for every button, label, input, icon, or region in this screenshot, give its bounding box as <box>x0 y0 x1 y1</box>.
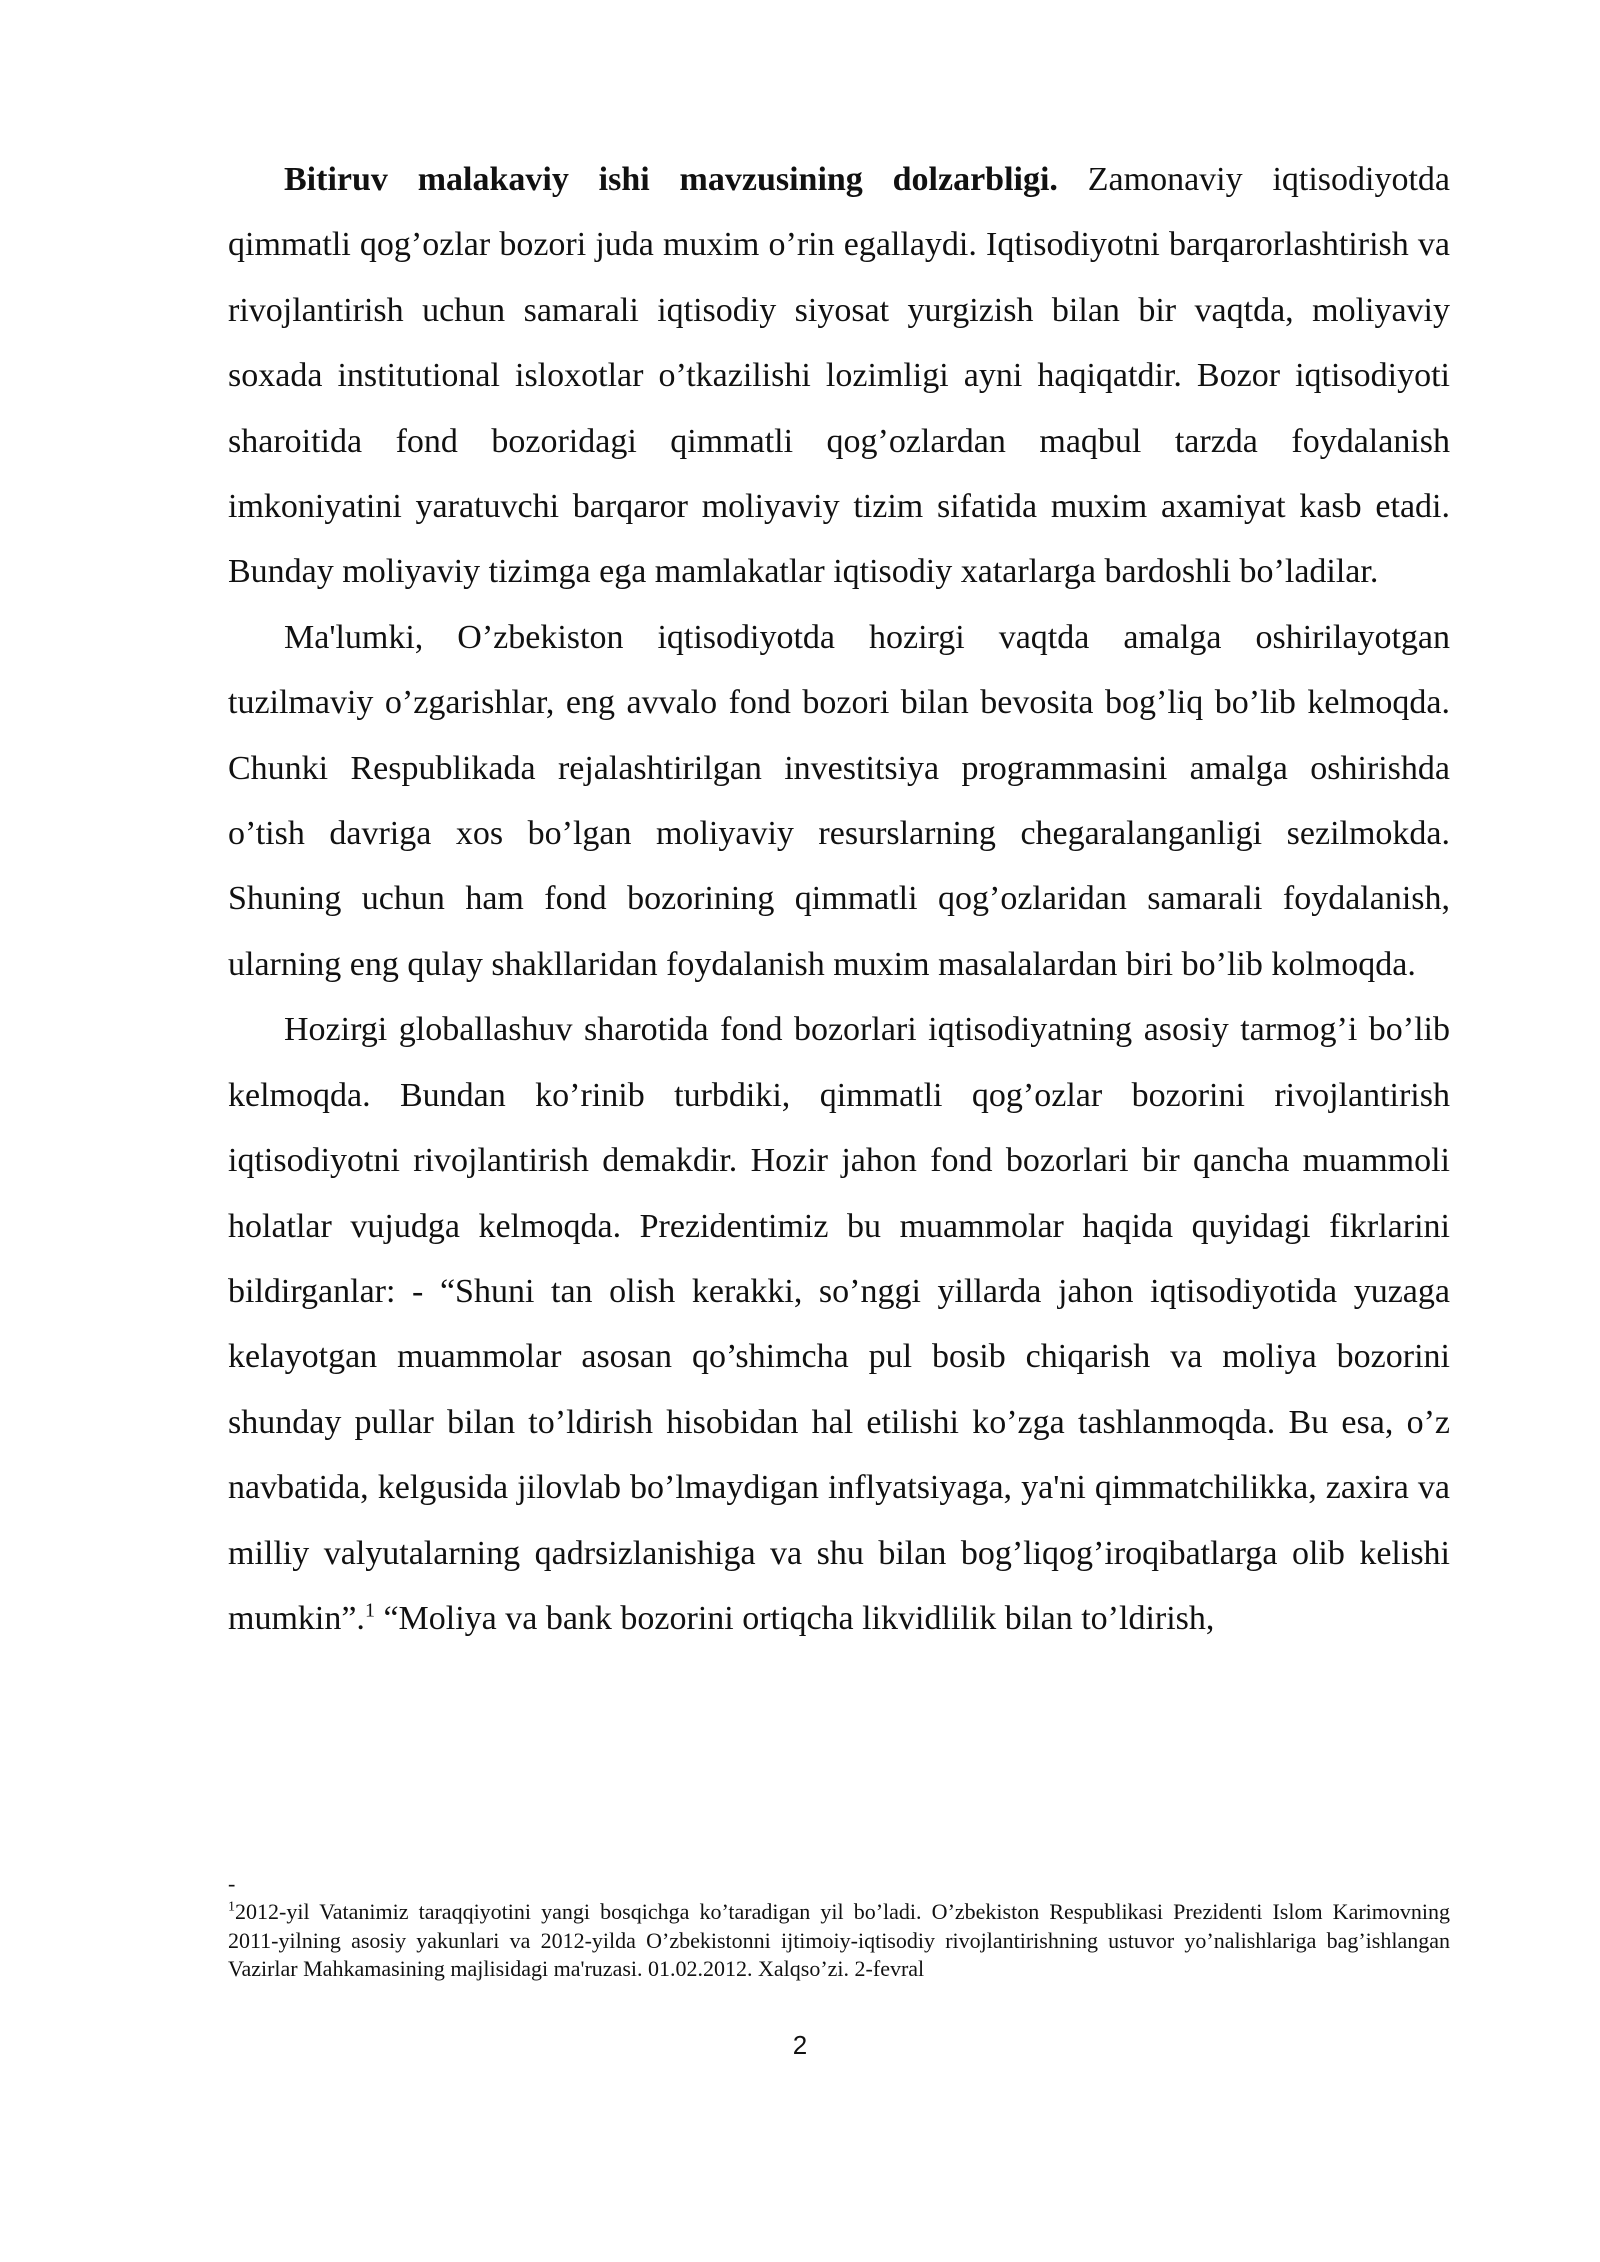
footnote-marker: 1 <box>228 1899 235 1915</box>
paragraph-text: Zamonaviy iqtisodiyotda qimmatli qog’ozlar bozori juda muxim o’rin egallaydi. Iqtisodiyotni barqarorlashtirish va rivojlantirish uchun samarali iqtisodiy siyosat yurgizish bilan bir vaqtda, moliyaviy soxada institutional isloxotlar o’tkazilishi lozimligi ayni haqiqatdir. Bozor iqtisodiyoti sharoitida fond bozoridagi qimmatli qog’ozlardan maqbul tarzda foydalanish imkoniyatini yaratuvchi barqaror moliyaviy tizim sifatida muxim axamiyat kasb etadi. Bunday moliyaviy tizimga ega mamlakatlar iqtisodiy xatarlarga bardoshli bo’ladilar. <box>228 161 1450 591</box>
footnote-area <box>228 1872 1450 1984</box>
paragraph-uzbekistan-economy <box>228 605 1450 997</box>
footnote-separator: - <box>228 1871 236 1896</box>
paragraph-continuation: “Moliya va bank bozorini ortiqcha likvidlilik bilan to’ldirish, <box>374 1599 1215 1637</box>
footnote-text: 2012-yil Vatanimiz taraqqiyotini yangi bosqichga ko’taradigan yil bo’ladi. O’zbekiston Respublikasi Prezidenti Islom Karimovning 2011-yilning asosiy yakunlari va 2012-yilda O’zbekistonni ijtimoiy-iqtisodiy rivojlantirishning ustuvor yo’nalishlariga bag’ishlangan Vazirlar Mahkamasining majlisidagi ma'ruzasi. 01.02.2012. Xalqso’zi. 2-fevral <box>228 1899 1450 1981</box>
footnote <box>228 1898 1450 1984</box>
paragraph-text: Hozirgi globallashuv sharotida fond bozorlari iqtisodiyatning asosiy tarmog’i bo’lib kelmoqda. Bundan ko’rinib turbdiki, qimmatli qog’ozlar bozorini rivojlantirish iqtisodiyotni rivojlantirish demakdir. Hozir jahon fond bozorlari bir qancha muammoli holatlar vujudga kelmoqda. Prezidentimiz bu muammolar haqida quyidagi fikrlarini bildirganlar: - “Shuni tan olish kerakki, so’nggi yillarda jahon iqtisodiyotida yuzaga kelayotgan muammolar asosan qo’shimcha pul bosib chiqarish va moliya bozorini shunday pullar bilan to’ldirish hisobidan hal etilishi ko’zga tashlanmoqda. Bu esa, o’z navbatida, kelgusida jilovlab bo’lmaydigan inflyatsiyaga, ya'ni qimmatchilikka, zaxira va milliy valyutalarning qadrsizlanishiga va shu bilan bog’liqog’iroqibatlarga olib kelishi mumkin”. <box>228 1011 1450 1637</box>
footnote-reference[interactable]: 1 <box>364 1599 375 1622</box>
page-number: 2 <box>792 2030 808 2060</box>
paragraph-globalization <box>228 997 1450 1651</box>
body-text <box>228 147 1450 1651</box>
paragraph-relevance <box>228 147 1450 605</box>
paragraph-text: Ma'lumki, O’zbekiston iqtisodiyotda hozirgi vaqtda amalga oshirilayotgan tuzilmaviy o’zgarishlar, eng avvalo fond bozori bilan bevosita bog’liq bo’lib kelmoqda. Chunki Respublikada rejalashtirilgan investitsiya programmasini amalga oshirishda o’tish davriga xos bo’lgan moliyaviy resurslarning chegaralanganligi sezilmokda. Shuning uchun ham fond bozorining qimmatli qog’ozlaridan samarali foydalanish, ularning eng qulay shakllaridan foydalanish muxim masalalardan biri bo’lib kolmoqda. <box>228 618 1450 983</box>
section-heading: Bitiruv malakaviy ishi mavzusining dolzarbligi. <box>284 161 1058 198</box>
